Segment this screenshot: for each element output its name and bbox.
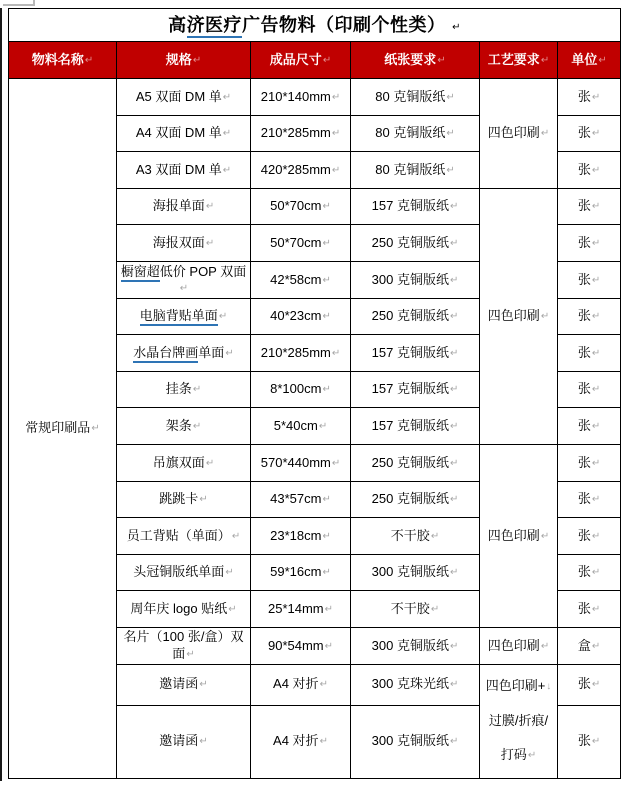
unit-cell[interactable]: 张↵: [558, 371, 621, 408]
unit-cell[interactable]: 张↵: [558, 481, 621, 518]
spec-cell[interactable]: 海报单面↵: [117, 188, 251, 225]
pilcrow-mark: ↵: [449, 238, 459, 250]
size-cell[interactable]: A4 对折↵: [251, 705, 351, 778]
pilcrow-mark: ↵: [186, 648, 195, 660]
pilcrow-mark: ↵: [179, 282, 189, 294]
paper-cell[interactable]: 不干胶↵: [351, 518, 480, 555]
pilcrow-mark: ↵: [199, 494, 208, 506]
pilcrow-mark: ↵: [222, 128, 232, 140]
paper-cell[interactable]: 250 克铜版纸↵: [351, 481, 480, 518]
size-cell[interactable]: 210*140mm↵: [251, 79, 351, 116]
title-row: [9, 9, 621, 42]
page-edge-line: [0, 8, 2, 781]
column-header-5[interactable]: [480, 42, 558, 79]
pilcrow-mark: ↵: [199, 736, 208, 748]
pilcrow-mark: ↵: [205, 457, 215, 469]
pilcrow-mark: ↵: [449, 384, 459, 396]
pilcrow-mark: ↵: [84, 54, 94, 66]
unit-cell[interactable]: 张↵: [558, 591, 621, 628]
spellchecked-text: 水晶台牌画: [133, 345, 198, 363]
pilcrow-mark: ↵: [591, 421, 601, 433]
table-row: [9, 79, 621, 116]
craft-cell[interactable]: 四色印刷↵: [480, 79, 558, 189]
pilcrow-mark: ↵: [591, 603, 601, 615]
pilcrow-mark: ↵: [322, 54, 332, 66]
paper-cell[interactable]: 80 克铜版纸↵: [351, 115, 480, 152]
pilcrow-mark: ↵: [449, 274, 459, 286]
table-move-handle-icon[interactable]: [3, 0, 35, 6]
pilcrow-mark: ↵: [319, 679, 328, 691]
table-title[interactable]: [9, 9, 621, 42]
size-cell[interactable]: 90*54mm↵: [251, 627, 351, 664]
unit-cell[interactable]: 张↵: [558, 664, 621, 705]
pilcrow-mark: ↵: [527, 750, 537, 761]
paper-cell[interactable]: 250 克铜版纸↵: [351, 225, 480, 262]
paper-cell[interactable]: 80 克铜版纸↵: [351, 79, 480, 116]
pilcrow-mark: ↵: [218, 311, 228, 323]
print-materials-table: [8, 8, 621, 779]
pilcrow-mark: ↵: [318, 421, 328, 433]
size-cell[interactable]: 210*285mm↵: [251, 335, 351, 372]
unit-cell[interactable]: 张↵: [558, 554, 621, 591]
size-cell[interactable]: 43*57cm↵: [251, 481, 351, 518]
pilcrow-mark: ↵: [430, 603, 440, 615]
pilcrow-mark: ↵: [591, 274, 601, 286]
pilcrow-mark: ↵: [331, 91, 341, 103]
paper-cell[interactable]: 不干胶↵: [351, 591, 480, 628]
pilcrow-mark: ↵: [192, 421, 202, 433]
pilcrow-mark: ↵: [591, 311, 601, 323]
pilcrow-mark: ↵: [430, 530, 440, 542]
pilcrow-mark: ↵: [225, 347, 234, 359]
pilcrow-mark: ↵: [199, 679, 208, 691]
pilcrow-mark: ↵: [449, 679, 459, 691]
unit-cell[interactable]: 张↵: [558, 518, 621, 555]
pilcrow-mark: ↵: [319, 736, 328, 748]
spec-cell[interactable]: 头冠铜版纸单面↵: [117, 554, 251, 591]
spec-cell[interactable]: A4 双面 DM 单↵: [117, 115, 251, 152]
category-cell[interactable]: [9, 79, 117, 779]
pilcrow-mark: ↵: [591, 640, 601, 652]
column-header-label: 规格: [165, 51, 192, 67]
pilcrow-mark: ↵: [449, 640, 459, 652]
size-cell[interactable]: 50*70cm↵: [251, 225, 351, 262]
unit-cell[interactable]: 张↵: [558, 188, 621, 225]
paper-cell[interactable]: 250 克铜版纸↵: [351, 298, 480, 335]
pilcrow-mark: ↵: [322, 274, 331, 286]
spec-cell[interactable]: A5 双面 DM 单↵: [117, 79, 251, 116]
column-header-label: 物料名称: [31, 51, 84, 67]
unit-cell[interactable]: 张↵: [558, 115, 621, 152]
pilcrow-mark: ↵: [322, 567, 331, 579]
pilcrow-mark: ↵: [331, 457, 341, 469]
size-cell[interactable]: A4 对折↵: [251, 664, 351, 705]
spec-cell[interactable]: 海报双面↵: [117, 225, 251, 262]
column-header-6[interactable]: [558, 42, 621, 79]
pilcrow-mark: ↵: [591, 567, 601, 579]
paper-cell[interactable]: 157 克铜版纸↵: [351, 371, 480, 408]
pilcrow-mark: ↵: [322, 238, 331, 250]
pilcrow-mark: ↵: [591, 91, 601, 103]
unit-cell[interactable]: 张↵: [558, 79, 621, 116]
paper-cell[interactable]: 300 克铜版纸↵: [351, 627, 480, 664]
pilcrow-mark: ↵: [591, 201, 601, 213]
pilcrow-mark: ↵: [591, 679, 601, 691]
spec-cell[interactable]: 员工背贴（单面）↵: [117, 518, 251, 555]
spec-cell[interactable]: 周年庆 logo 贴纸↵: [117, 591, 251, 628]
title-text-pre: 高: [168, 14, 187, 35]
pilcrow-mark: ↵: [449, 421, 459, 433]
craft-cell[interactable]: 四色印刷↵: [480, 188, 558, 444]
pilcrow-mark: ↵: [228, 603, 237, 615]
header-row: [9, 42, 621, 79]
pilcrow-mark: ↵: [222, 164, 232, 176]
pilcrow-mark: ↵: [322, 384, 331, 396]
pilcrow-mark: ↵: [598, 54, 607, 66]
spellchecked-text: 电脑背贴单面: [140, 308, 218, 326]
pilcrow-mark: ↵: [446, 164, 455, 176]
pilcrow-mark: ↵: [540, 640, 550, 652]
column-header-2[interactable]: [117, 42, 251, 79]
paper-cell[interactable]: 80 克铜版纸↵: [351, 152, 480, 189]
title-text-post: 广告物料（印刷个性类）: [242, 14, 446, 35]
unit-cell[interactable]: 张↵: [558, 444, 621, 481]
pilcrow-mark: ↵: [437, 54, 446, 66]
soft-break-mark: ↓: [546, 681, 552, 692]
unit-cell[interactable]: 张↵: [558, 408, 621, 445]
spec-cell[interactable]: 邀请函↵: [117, 705, 251, 778]
spec-cell[interactable]: 邀请函↵: [117, 664, 251, 705]
craft-line: 打码↵: [500, 747, 537, 762]
pilcrow-mark: ↵: [591, 457, 601, 469]
pilcrow-mark: ↵: [331, 347, 341, 359]
pilcrow-mark: ↵: [449, 201, 459, 213]
pilcrow-mark: ↵: [205, 201, 215, 213]
paper-cell[interactable]: 157 克铜版纸↵: [351, 335, 480, 372]
paper-cell[interactable]: 300 克铜版纸↵: [351, 705, 480, 778]
pilcrow-mark: ↵: [324, 640, 334, 652]
size-cell[interactable]: 5*40cm↵: [251, 408, 351, 445]
column-header-label: 单位: [571, 51, 598, 67]
pilcrow-mark: ↵: [322, 311, 331, 323]
pilcrow-mark: ↵: [591, 164, 601, 176]
spec-cell[interactable]: 橱窗超低价 POP 双面↵: [117, 261, 251, 298]
pilcrow-mark: ↵: [449, 347, 459, 359]
category-label: 常规印刷品: [25, 420, 91, 436]
pilcrow-mark: ↵: [91, 423, 100, 435]
pilcrow-mark: ↵: [231, 530, 241, 542]
size-cell[interactable]: 25*14mm↵: [251, 591, 351, 628]
size-cell[interactable]: 420*285mm↵: [251, 152, 351, 189]
pilcrow-mark: ↵: [449, 311, 459, 323]
column-header-1[interactable]: [9, 42, 117, 79]
pilcrow-mark: ↵: [591, 530, 601, 542]
column-header-label: 工艺要求: [487, 51, 540, 67]
pilcrow-mark: ↵: [449, 736, 459, 748]
pilcrow-mark: ↵: [205, 238, 215, 250]
craft-line: 过膜/折痕/: [488, 713, 549, 728]
pilcrow-mark: ↵: [222, 91, 232, 103]
spellchecked-text: 橱窗超: [121, 264, 160, 282]
unit-cell[interactable]: 张↵: [558, 298, 621, 335]
pilcrow-mark: ↵: [540, 54, 550, 66]
paper-cell[interactable]: 250 克铜版纸↵: [351, 444, 480, 481]
pilcrow-mark: ↵: [324, 603, 334, 615]
pilcrow-mark: ↵: [446, 128, 455, 140]
unit-cell[interactable]: 张↵: [558, 152, 621, 189]
unit-cell[interactable]: 张↵: [558, 335, 621, 372]
pilcrow-mark: ↵: [449, 457, 459, 469]
pilcrow-mark: ↵: [225, 567, 234, 579]
unit-cell[interactable]: 张↵: [558, 705, 621, 778]
size-cell[interactable]: 8*100cm↵: [251, 371, 351, 408]
spec-cell[interactable]: 水晶台牌画单面↵: [117, 335, 251, 372]
paper-cell[interactable]: 300 克铜版纸↵: [351, 554, 480, 591]
pilcrow-mark: ↵: [540, 128, 550, 140]
pilcrow-mark: ↵: [591, 238, 601, 250]
unit-cell[interactable]: 盒↵: [558, 627, 621, 664]
unit-cell[interactable]: 张↵: [558, 261, 621, 298]
spec-cell[interactable]: 名片（100 张/盒）双面↵: [117, 627, 251, 664]
pilcrow-mark: ↵: [322, 201, 331, 213]
paper-cell[interactable]: 300 克铜版纸↵: [351, 261, 480, 298]
pilcrow-mark: ↵: [449, 494, 459, 506]
column-header-4[interactable]: [351, 42, 480, 79]
pilcrow-mark: ↵: [591, 128, 601, 140]
size-cell[interactable]: 40*23cm↵: [251, 298, 351, 335]
title-text-spellchecked: 济医疗: [187, 15, 243, 38]
column-header-label: 成品尺寸: [269, 51, 322, 67]
pilcrow-mark: ↵: [540, 530, 550, 542]
paper-cell[interactable]: 300 克珠光纸↵: [351, 664, 480, 705]
size-cell[interactable]: 42*58cm↵: [251, 261, 351, 298]
pilcrow-mark: ↵: [591, 384, 601, 396]
pilcrow-mark: ↵: [322, 530, 331, 542]
spec-cell[interactable]: 挂条↵: [117, 371, 251, 408]
spec-cell[interactable]: 跳跳卡↵: [117, 481, 251, 518]
spec-cell[interactable]: [117, 298, 251, 335]
pilcrow-mark: ↵: [452, 21, 461, 33]
pilcrow-mark: ↵: [540, 311, 550, 323]
paper-cell[interactable]: 157 克铜版纸↵: [351, 188, 480, 225]
size-cell[interactable]: 59*16cm↵: [251, 554, 351, 591]
pilcrow-mark: ↵: [591, 736, 601, 748]
size-cell[interactable]: 50*70cm↵: [251, 188, 351, 225]
spec-cell[interactable]: A3 双面 DM 单↵: [117, 152, 251, 189]
pilcrow-mark: ↵: [591, 347, 601, 359]
pilcrow-mark: ↵: [331, 128, 341, 140]
craft-line: 四色印刷+↓: [485, 678, 552, 693]
column-header-label: 纸张要求: [384, 51, 437, 67]
pilcrow-mark: ↵: [591, 494, 601, 506]
unit-cell[interactable]: 张↵: [558, 225, 621, 262]
craft-cell[interactable]: 四色印刷↵: [480, 444, 558, 627]
craft-cell[interactable]: 四色印刷↵: [480, 627, 558, 664]
size-cell[interactable]: 23*18cm↵: [251, 518, 351, 555]
column-header-3[interactable]: [251, 42, 351, 79]
craft-cell[interactable]: [480, 664, 558, 778]
spec-cell[interactable]: 架条↵: [117, 408, 251, 445]
pilcrow-mark: ↵: [331, 164, 341, 176]
pilcrow-mark: ↵: [322, 494, 331, 506]
pilcrow-mark: ↵: [192, 54, 202, 66]
pilcrow-mark: ↵: [449, 567, 459, 579]
size-cell[interactable]: 210*285mm↵: [251, 115, 351, 152]
paper-cell[interactable]: 157 克铜版纸↵: [351, 408, 480, 445]
pilcrow-mark: ↵: [446, 91, 455, 103]
spec-cell[interactable]: 吊旗双面↵: [117, 444, 251, 481]
pilcrow-mark: ↵: [192, 384, 202, 396]
size-cell[interactable]: 570*440mm↵: [251, 444, 351, 481]
